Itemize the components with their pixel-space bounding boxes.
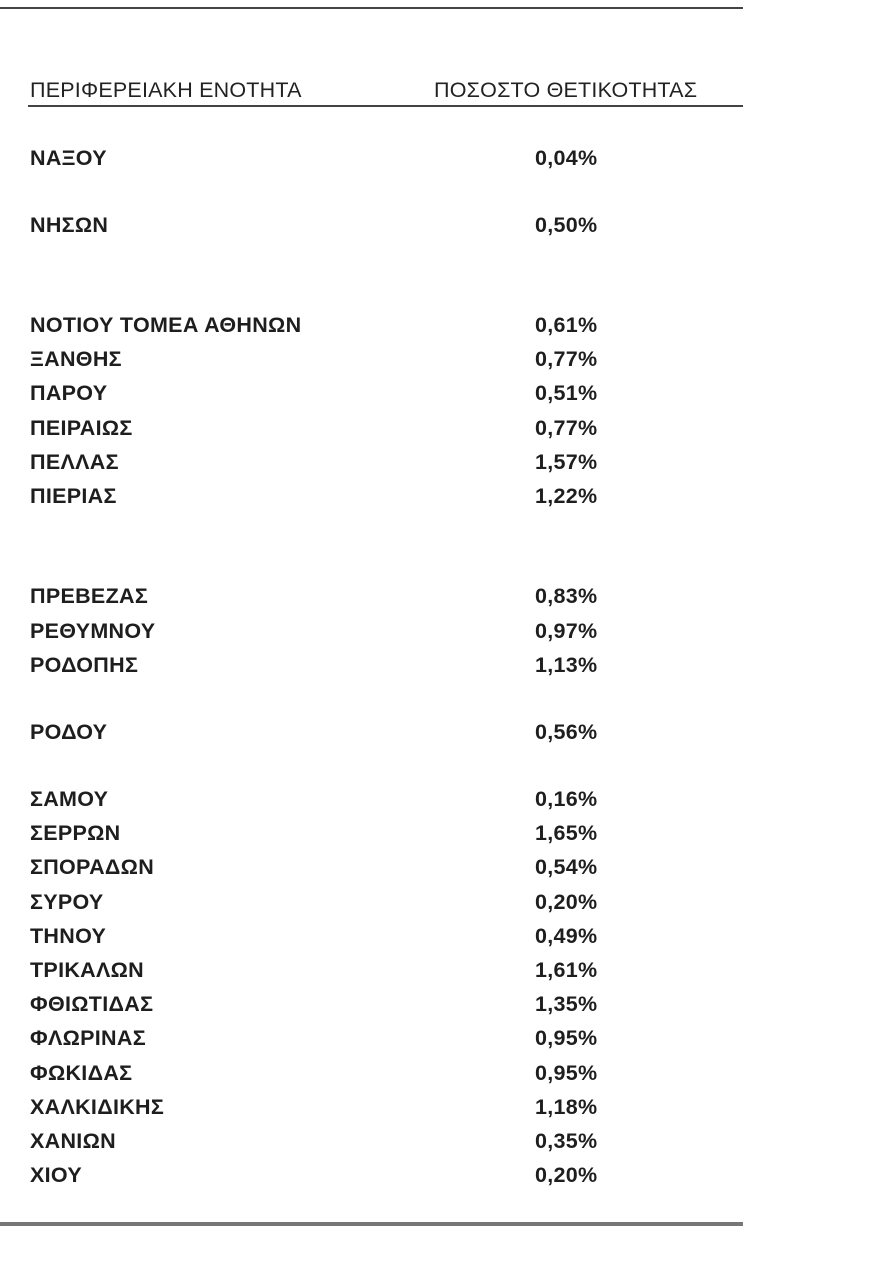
table-row [0, 818, 743, 848]
positivity-rate: 0,04% [535, 146, 598, 170]
table-row [0, 1058, 743, 1088]
positivity-rate: 1,22% [535, 484, 598, 508]
positivity-rate: 0,49% [535, 924, 598, 948]
table-row [0, 581, 743, 611]
region-name: ΣΕΡΡΩΝ [30, 821, 121, 845]
positivity-rate: 0,95% [535, 1061, 598, 1085]
region-name: ΠΕΛΛΑΣ [30, 450, 119, 474]
region-name: ΝΗΣΩΝ [30, 213, 109, 237]
column-header-region: ΠΕΡΙΦΕΡΕΙΑΚΗ ΕΝΟΤΗΤΑ [30, 78, 302, 102]
table-row [0, 378, 743, 408]
region-name: ΦΩΚΙΔΑΣ [30, 1061, 133, 1085]
region-name: ΝΑΞΟΥ [30, 146, 107, 170]
region-name: ΝΟΤΙΟΥ ΤΟΜΕΑ ΑΘΗΝΩΝ [30, 313, 302, 337]
table-row [0, 852, 743, 882]
table-row [0, 616, 743, 646]
positivity-rate: 0,95% [535, 1026, 598, 1050]
region-name: ΡΟΔΟΥ [30, 720, 108, 744]
table-row [0, 955, 743, 985]
region-name: ΦΛΩΡΙΝΑΣ [30, 1026, 146, 1050]
positivity-rate: 1,35% [535, 992, 598, 1016]
positivity-rate: 1,61% [535, 958, 598, 982]
table-row [0, 447, 743, 477]
positivity-rate: 0,83% [535, 584, 598, 608]
positivity-rate: 0,61% [535, 313, 598, 337]
region-name: ΞΑΝΘΗΣ [30, 347, 122, 371]
positivity-rate: 0,51% [535, 381, 598, 405]
region-name: ΤΗΝΟΥ [30, 924, 107, 948]
positivity-rate: 0,77% [535, 416, 598, 440]
positivity-rate: 0,20% [535, 1163, 598, 1187]
positivity-rate: 1,18% [535, 1095, 598, 1119]
column-header-positivity-rate: ΠΟΣΟΣΤΟ ΘΕΤΙΚΟΤΗΤΑΣ [434, 78, 698, 102]
region-name: ΠΙΕΡΙΑΣ [30, 484, 117, 508]
table-row [0, 717, 743, 747]
positivity-rate: 0,20% [535, 890, 598, 914]
region-name: ΧΑΛΚΙΔΙΚΗΣ [30, 1095, 165, 1119]
region-name: ΧΙΟΥ [30, 1163, 82, 1187]
table-row [0, 210, 743, 240]
region-name: ΠΕΙΡΑΙΩΣ [30, 416, 133, 440]
region-name: ΣΥΡΟΥ [30, 890, 104, 914]
region-name: ΧΑΝΙΩΝ [30, 1129, 116, 1153]
region-name: ΡΕΘΥΜΝΟΥ [30, 619, 156, 643]
table-row [0, 887, 743, 917]
table-row [0, 784, 743, 814]
positivity-rate: 0,35% [535, 1129, 598, 1153]
positivity-rate: 1,57% [535, 450, 598, 474]
table-row [0, 1023, 743, 1053]
table-header-rule [28, 105, 743, 107]
positivity-rate: 0,77% [535, 347, 598, 371]
table-row [0, 413, 743, 443]
positivity-rate: 1,13% [535, 653, 598, 677]
positivity-rate: 0,50% [535, 213, 598, 237]
positivity-rate: 0,16% [535, 787, 598, 811]
positivity-rate: 0,97% [535, 619, 598, 643]
positivity-rate: 0,54% [535, 855, 598, 879]
table-row [0, 1126, 743, 1156]
table-row [0, 650, 743, 680]
region-name: ΣΑΜΟΥ [30, 787, 109, 811]
table-row [0, 989, 743, 1019]
positivity-rate: 1,65% [535, 821, 598, 845]
table-row [0, 1160, 743, 1190]
region-name: ΦΘΙΩΤΙΔΑΣ [30, 992, 154, 1016]
table-bottom-rule [0, 1222, 743, 1226]
table-row [0, 481, 743, 511]
region-name: ΠΑΡΟΥ [30, 381, 108, 405]
table-row [0, 310, 743, 340]
table-row [0, 143, 743, 173]
region-name: ΠΡΕΒΕΖΑΣ [30, 584, 149, 608]
positivity-rate: 0,56% [535, 720, 598, 744]
region-name: ΡΟΔΟΠΗΣ [30, 653, 139, 677]
table-row [0, 921, 743, 951]
table-row [0, 344, 743, 374]
region-name: ΣΠΟΡΑΔΩΝ [30, 855, 155, 879]
region-name: ΤΡΙΚΑΛΩΝ [30, 958, 145, 982]
table-row [0, 1092, 743, 1122]
table-top-rule [0, 7, 743, 9]
